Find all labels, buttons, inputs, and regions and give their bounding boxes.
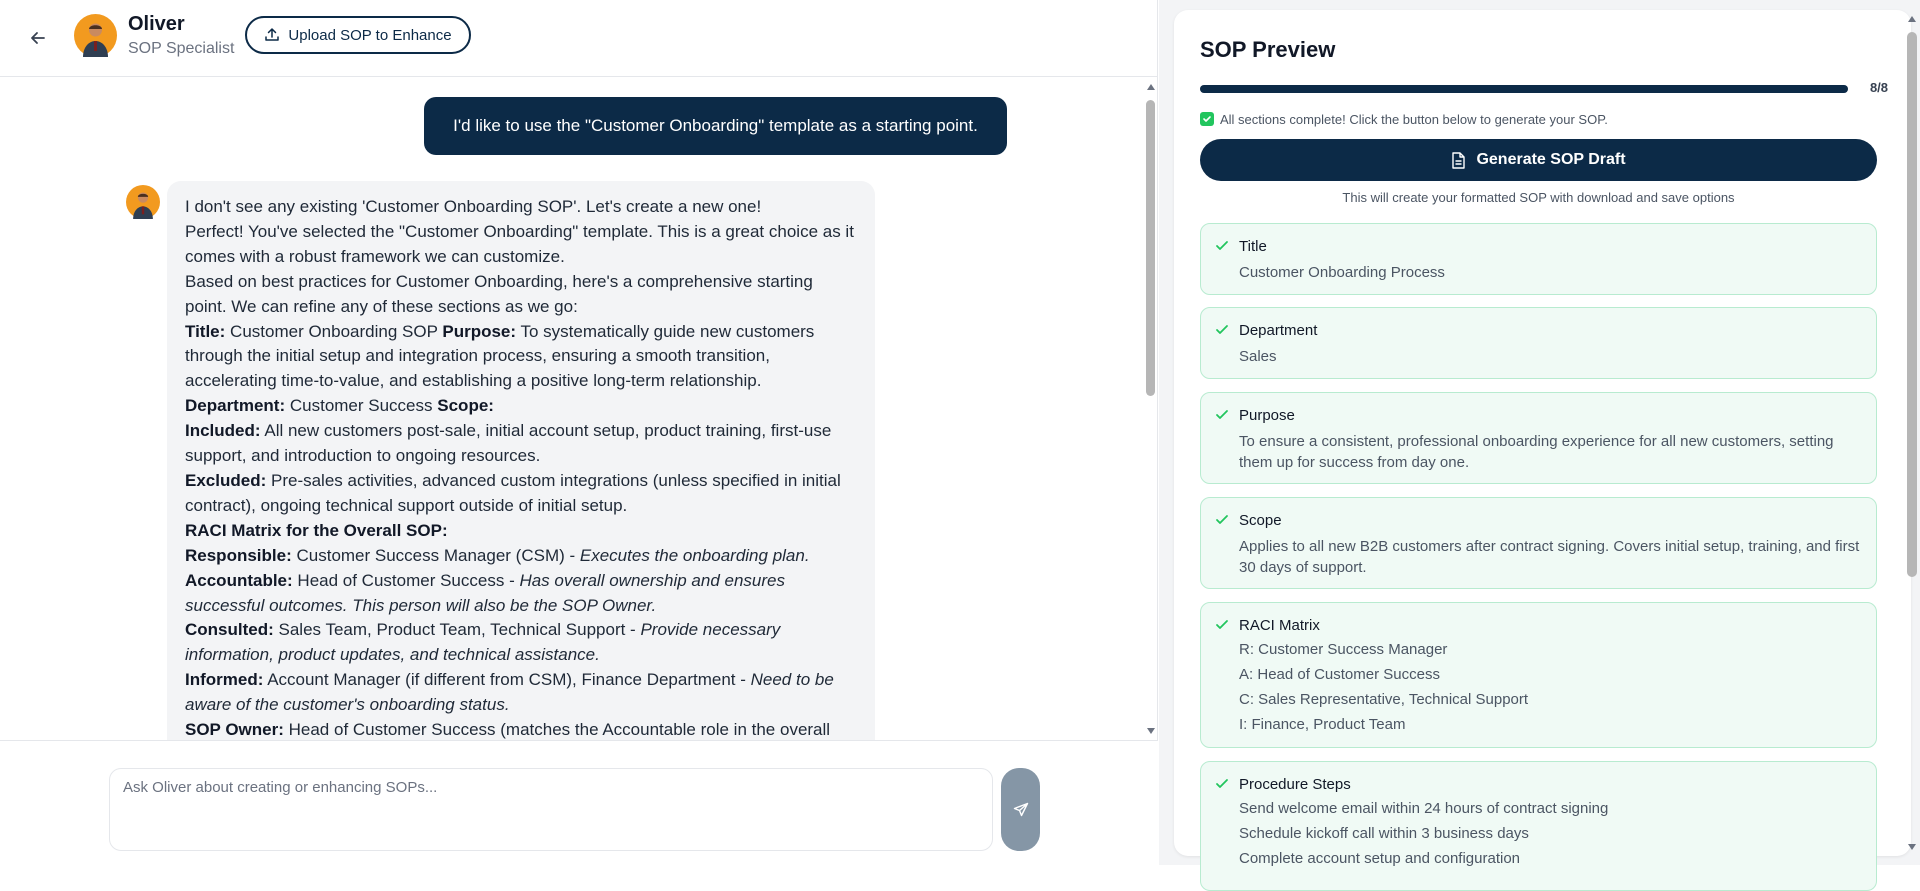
excluded-value: Pre-sales activities, advanced custom integrations (unless specified in initial contract), ongoing technical support outside of initial setup. bbox=[185, 470, 841, 515]
complete-note-text: All sections complete! Click the button below to generate your SOP. bbox=[1220, 111, 1608, 127]
bot-line bbox=[185, 569, 857, 619]
bot-line bbox=[185, 469, 857, 519]
raci-line bbox=[1239, 687, 1860, 712]
section-scope-label: Scope bbox=[1239, 512, 1282, 529]
preview-title: SOP Preview bbox=[1200, 37, 1336, 62]
raci-value: Sales Representative, Technical Support bbox=[1258, 691, 1529, 708]
message-composer bbox=[0, 740, 1158, 865]
arrow-left-icon bbox=[30, 30, 46, 46]
responsible-label: Responsible: bbox=[185, 545, 292, 565]
bot-avatar bbox=[126, 185, 160, 219]
bot-line bbox=[185, 394, 857, 419]
bot-line bbox=[185, 519, 857, 544]
back-button[interactable] bbox=[24, 24, 52, 52]
included-label: Included: bbox=[185, 421, 261, 441]
title-value: Customer Onboarding SOP bbox=[230, 321, 438, 341]
check-icon bbox=[1215, 513, 1229, 527]
section-purpose[interactable] bbox=[1200, 392, 1877, 484]
user-message bbox=[424, 97, 1007, 155]
generate-sop-label: Generate SOP Draft bbox=[1476, 151, 1626, 168]
bot-line: Perfect! You've selected the "Customer Onboarding" template. This is a great choice as it comes with a robust framework we can customize. bbox=[185, 221, 854, 266]
scope-label: Scope: bbox=[437, 396, 494, 416]
raci-line bbox=[1239, 662, 1860, 687]
check-icon bbox=[1215, 777, 1229, 791]
sop-owner-value: Head of Customer Success (matches the Accountable role in the overall bbox=[288, 720, 831, 740]
complete-note bbox=[1200, 111, 1608, 127]
check-icon bbox=[1215, 408, 1229, 422]
upload-sop-button[interactable] bbox=[245, 16, 471, 54]
accountable-label: Accountable: bbox=[185, 570, 293, 590]
section-raci-label: RACI Matrix bbox=[1239, 617, 1320, 634]
raci-key: C: bbox=[1239, 691, 1254, 708]
agent-avatar-icon bbox=[126, 185, 160, 219]
agent-name: Oliver bbox=[128, 13, 185, 35]
section-procedure-label: Procedure Steps bbox=[1239, 776, 1351, 793]
bot-line bbox=[185, 320, 857, 395]
agent-avatar-icon bbox=[74, 14, 117, 57]
check-square-icon bbox=[1200, 112, 1214, 126]
upload-sop-label: Upload SOP to Enhance bbox=[288, 26, 452, 44]
progress-count: 8/8 bbox=[1869, 80, 1889, 95]
send-icon bbox=[1013, 802, 1029, 818]
section-department[interactable] bbox=[1200, 307, 1877, 379]
chat-header bbox=[0, 0, 1158, 77]
consulted-value: Sales Team, Product Team, Technical Support - bbox=[278, 620, 641, 640]
raci-key: R: bbox=[1239, 641, 1254, 658]
upload-icon bbox=[264, 27, 280, 43]
consulted-note: Provide necessary information, product updates, and technical assistance. bbox=[185, 620, 781, 665]
section-title[interactable] bbox=[1200, 223, 1877, 295]
user-message-text: I'd like to use the "Customer Onboarding" template as a starting point. bbox=[453, 116, 978, 135]
responsible-note: Executes the onboarding plan. bbox=[579, 545, 810, 565]
section-raci[interactable] bbox=[1200, 602, 1877, 748]
agent-role: SOP Specialist bbox=[128, 40, 235, 57]
send-button[interactable] bbox=[1001, 768, 1040, 851]
informed-label: Informed: bbox=[185, 670, 264, 690]
accountable-value: Head of Customer Success - bbox=[297, 570, 520, 590]
raci-key: A: bbox=[1239, 666, 1254, 683]
procedure-step: Send welcome email within 24 hours of contract signing bbox=[1239, 800, 1609, 817]
bot-line bbox=[185, 618, 857, 668]
bot-line bbox=[185, 419, 857, 469]
raci-key: I: bbox=[1239, 716, 1248, 733]
generate-sop-button[interactable] bbox=[1200, 139, 1877, 181]
section-title-label: Title bbox=[1239, 238, 1267, 255]
message-input[interactable] bbox=[109, 768, 993, 851]
sop-preview-panel bbox=[1159, 0, 1920, 865]
excluded-label: Excluded: bbox=[185, 470, 267, 490]
raci-value: Customer Success Manager bbox=[1258, 641, 1448, 658]
procedure-step: Complete account setup and configuration bbox=[1239, 850, 1521, 867]
bot-line bbox=[185, 544, 857, 569]
progress-fill bbox=[1200, 85, 1848, 93]
scrollbar-thumb[interactable] bbox=[1146, 100, 1155, 396]
procedure-step: Schedule kickoff call within 3 business days bbox=[1239, 825, 1529, 842]
accountable-note: Has overall ownership and ensures successful outcomes. This person will also be the SOP Owner. bbox=[185, 570, 785, 615]
chat-scrollbar[interactable] bbox=[1143, 78, 1158, 740]
raci-line bbox=[1239, 637, 1860, 662]
section-purpose-value: To ensure a consistent, professional onboarding experience for all new customers, setting them up for success from day one. bbox=[1239, 433, 1834, 471]
consulted-label: Consulted: bbox=[185, 620, 274, 640]
bot-message bbox=[167, 181, 875, 781]
check-icon bbox=[1215, 323, 1229, 337]
scroll-up-icon[interactable] bbox=[1147, 84, 1155, 90]
section-department-value: Sales bbox=[1239, 348, 1277, 365]
section-title-value: Customer Onboarding Process bbox=[1239, 264, 1445, 281]
check-icon bbox=[1215, 618, 1229, 632]
generate-subtext: This will create your formatted SOP with download and save options bbox=[1342, 190, 1735, 205]
responsible-value: Customer Success Manager (CSM) - bbox=[296, 545, 580, 565]
scroll-down-icon[interactable] bbox=[1147, 728, 1155, 734]
raci-value: Finance, Product Team bbox=[1251, 716, 1406, 733]
title-label: Title: bbox=[185, 321, 226, 341]
section-scope-value: Applies to all new B2B customers after contract signing. Covers initial setup, training, and first 30 days of support. bbox=[1239, 538, 1860, 576]
department-value: Customer Success bbox=[289, 396, 433, 416]
section-purpose-label: Purpose bbox=[1239, 407, 1295, 424]
document-icon bbox=[1451, 152, 1466, 169]
bot-line: I don't see any existing 'Customer Onboarding SOP'. Let's create a new one! bbox=[185, 197, 762, 216]
raci-value: Head of Customer Success bbox=[1257, 666, 1440, 683]
section-department-label: Department bbox=[1239, 322, 1318, 339]
department-label: Department: bbox=[185, 396, 286, 416]
informed-value: Account Manager (if different from CSM), Finance Department - bbox=[267, 670, 751, 690]
sop-owner-label: SOP Owner: bbox=[185, 720, 284, 740]
check-icon bbox=[1215, 239, 1229, 253]
sop-preview-card bbox=[1174, 10, 1911, 867]
bot-line bbox=[185, 668, 857, 718]
raci-line bbox=[1239, 712, 1860, 737]
informed-note: Need to be aware of the customer's onboarding status. bbox=[185, 670, 834, 715]
purpose-value: To systematically guide new customers through the initial setup and integration process, ensuring a smooth transition, accelerating time-to-value, and establishing a positive long-term relationship. bbox=[185, 321, 815, 391]
scroll-down-icon[interactable] bbox=[1908, 844, 1916, 850]
scrollbar-thumb[interactable] bbox=[1907, 32, 1917, 577]
progress-bar bbox=[1200, 85, 1848, 93]
avatar bbox=[74, 14, 117, 57]
scroll-up-icon[interactable] bbox=[1908, 16, 1916, 22]
purpose-label: Purpose: bbox=[442, 321, 517, 341]
section-procedure[interactable] bbox=[1200, 761, 1877, 891]
raci-heading: RACI Matrix for the Overall SOP: bbox=[185, 520, 448, 540]
chat-messages[interactable] bbox=[0, 78, 1158, 740]
section-scope[interactable] bbox=[1200, 497, 1877, 589]
bot-line: Based on best practices for Customer Onboarding, here's a comprehensive starting point. We can refine any of these sections as we go: bbox=[185, 271, 813, 316]
preview-scrollbar[interactable] bbox=[1904, 10, 1920, 856]
included-value: All new customers post-sale, initial account setup, product training, first-use support, and introduction to ongoing resources. bbox=[185, 421, 832, 466]
